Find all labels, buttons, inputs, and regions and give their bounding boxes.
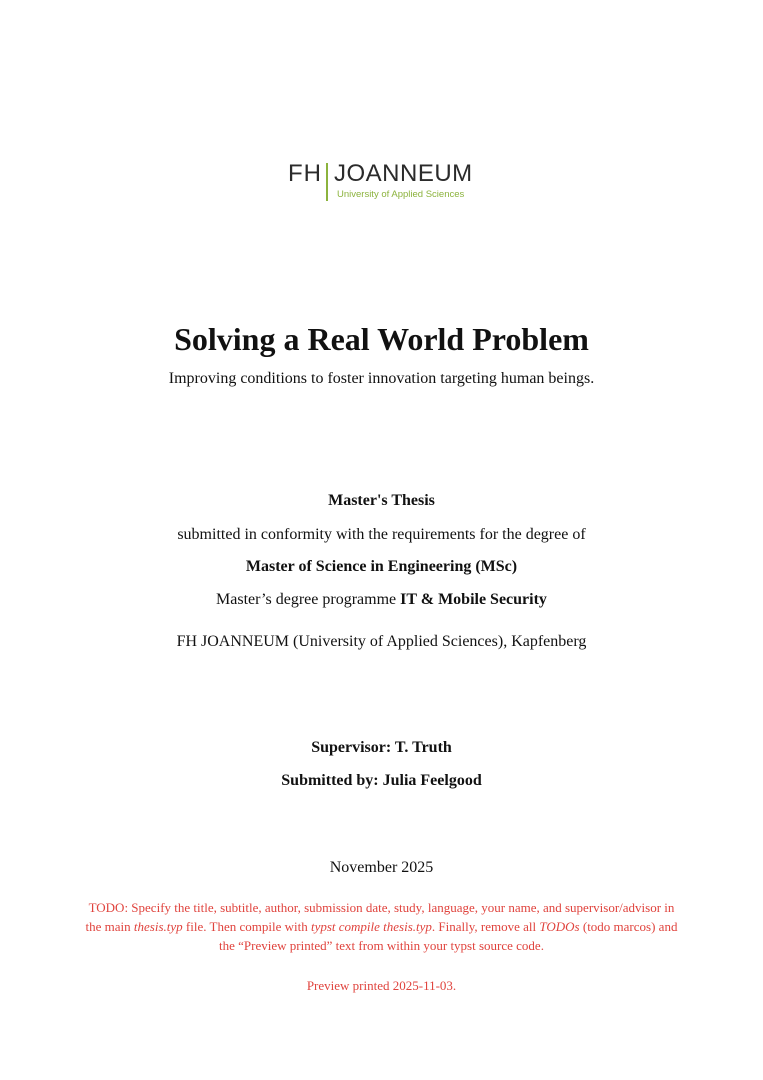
todo-text-4: (todo marcos) and the “Preview printed” text from within your typst source code. bbox=[219, 919, 678, 953]
submitted-by: Submitted by: Julia Feelgood bbox=[281, 772, 482, 789]
logo-divider bbox=[326, 163, 328, 201]
thesis-title: Solving a Real World Problem bbox=[174, 321, 589, 357]
logo-tagline: University of Applied Sciences bbox=[337, 189, 465, 200]
todo-text-3: . Finally, remove all bbox=[431, 919, 537, 934]
thesis-subtitle: Improving conditions to foster innovation targeting human beings. bbox=[168, 370, 595, 387]
logo-fh-text: FH bbox=[288, 160, 322, 187]
conformity-statement: submitted in conformity with the requirements for the degree of bbox=[177, 526, 586, 543]
institution: FH JOANNEUM (University of Applied Sciences), Kapfenberg bbox=[176, 633, 587, 650]
programme-prefix: Master’s degree programme bbox=[216, 591, 397, 608]
todo-compile-command: typst compile thesis.typ bbox=[310, 919, 432, 934]
thesis-type: Master's Thesis bbox=[328, 492, 435, 509]
preview-printed-note: Preview printed 2025-11-03. bbox=[306, 978, 457, 993]
logo-joanneum-text: JOANNEUM bbox=[334, 160, 473, 187]
degree-name: Master of Science in Engineering (MSc) bbox=[245, 558, 518, 575]
todo-todos-word: TODOs bbox=[539, 919, 580, 934]
degree-programme bbox=[0, 589, 763, 611]
todo-file-name: thesis.typ bbox=[133, 919, 183, 934]
todo-note bbox=[80, 898, 683, 955]
todo-text-2: file. Then compile with bbox=[185, 919, 308, 934]
todo-text-1: TODO: Specify the title, subtitle, author, submission date, study, language, your name, and supervisor/advisor in the main bbox=[85, 900, 675, 934]
programme-name: IT & Mobile Security bbox=[400, 591, 547, 608]
fh-joanneum-logo bbox=[288, 160, 488, 204]
submission-date: November 2025 bbox=[329, 859, 434, 876]
supervisor: Supervisor: T. Truth bbox=[311, 739, 452, 756]
